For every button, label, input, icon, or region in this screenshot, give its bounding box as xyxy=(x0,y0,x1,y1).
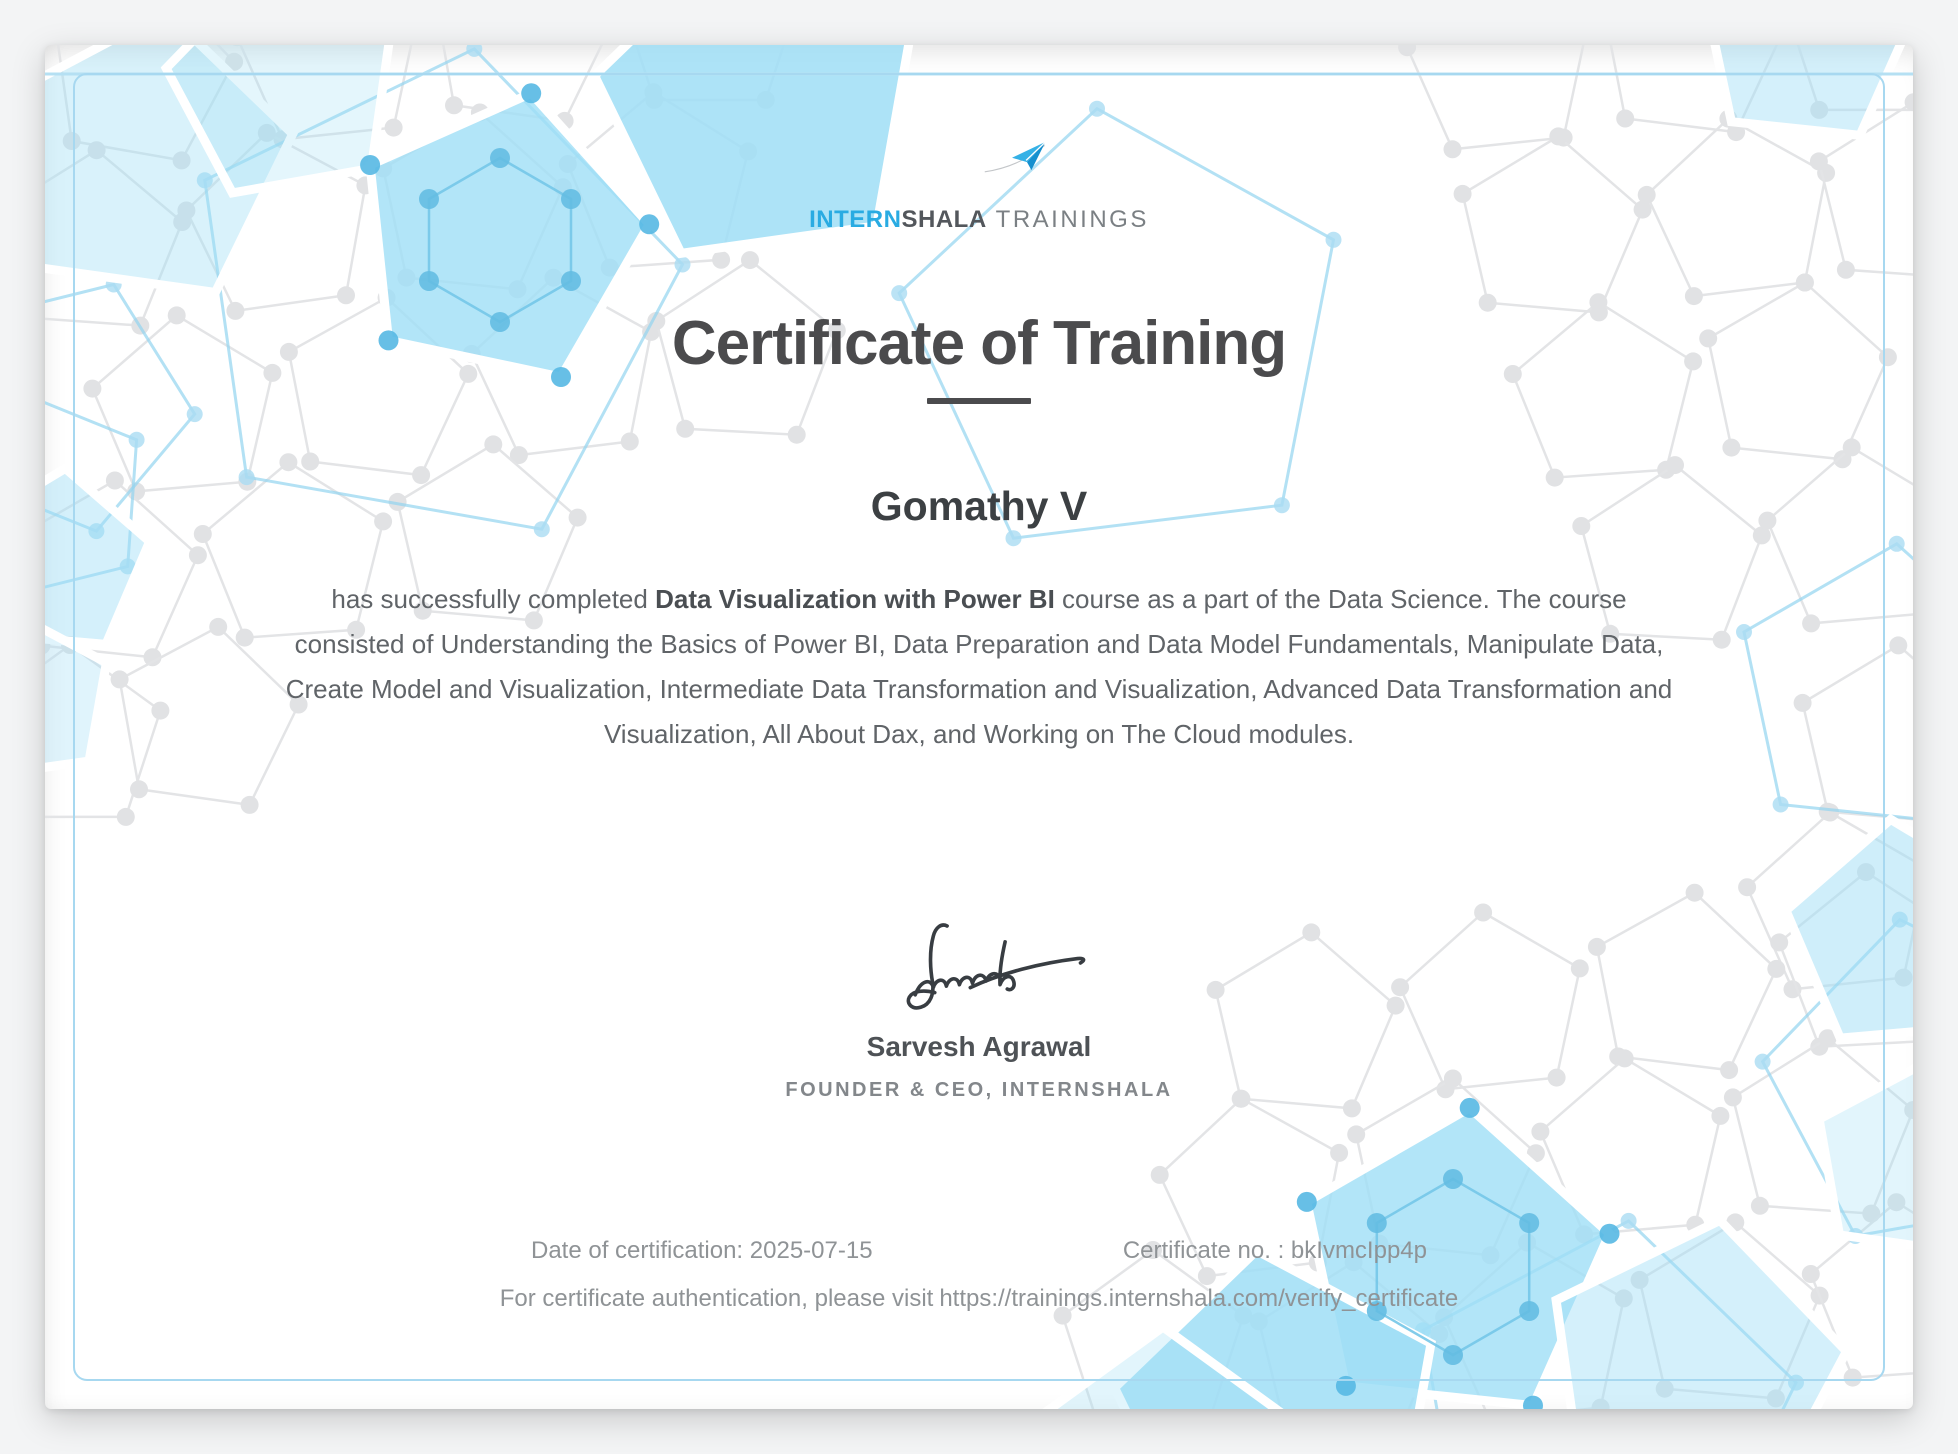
certificate-no-label: Certificate no. : xyxy=(1122,1237,1285,1264)
title-divider xyxy=(927,398,1031,404)
date-value: 2025-07-15 xyxy=(749,1237,873,1264)
brand-intern: INTERN xyxy=(809,206,902,233)
certificate-paper xyxy=(45,45,1913,1409)
brand-logo xyxy=(45,140,1913,240)
page-title: Certificate of Training xyxy=(671,309,1287,378)
course-details: course as a part of the Data Science. The course consisted of Understanding the Basics of Power BI, Data Preparation and Data Model Fundamentals, Manipulate Data, Create Model and Visualization, Intermediate Data Transformation and Visualization, Advanced Data Transformation and Visualization, All About Dax, and Working on The Cloud modules. xyxy=(285,584,1673,749)
brand-trainings: TRAININGS xyxy=(995,206,1149,233)
auth-url: https://trainings.internshala.com/verify_certificate xyxy=(939,1285,1459,1312)
certificate-meta xyxy=(531,1237,1427,1265)
certificate-no-value: bkIvmcIpp4p xyxy=(1290,1237,1427,1264)
brand-name xyxy=(809,206,1149,234)
certificate-number xyxy=(1123,1237,1427,1265)
paper-plane-icon xyxy=(983,138,1049,174)
signer-role: FOUNDER & CEO, INTERNSHALA xyxy=(785,1079,1173,1101)
date-of-certification xyxy=(531,1237,873,1265)
brand-shala: SHALA xyxy=(901,206,987,233)
signer-name: Sarvesh Agrawal xyxy=(866,1031,1092,1062)
auth-text: For certificate authentication, please visit xyxy=(499,1285,934,1312)
authentication-line xyxy=(45,1285,1913,1313)
completion-text: has successfully completed xyxy=(331,584,656,614)
date-label: Date of certification: xyxy=(531,1237,744,1264)
signature-block xyxy=(45,911,1913,1102)
course-name: Data Visualization with Power BI xyxy=(655,584,1055,614)
recipient-name: Gomathy V xyxy=(870,483,1088,529)
body-paragraph xyxy=(279,577,1679,757)
signature-scribble xyxy=(863,911,1095,1025)
